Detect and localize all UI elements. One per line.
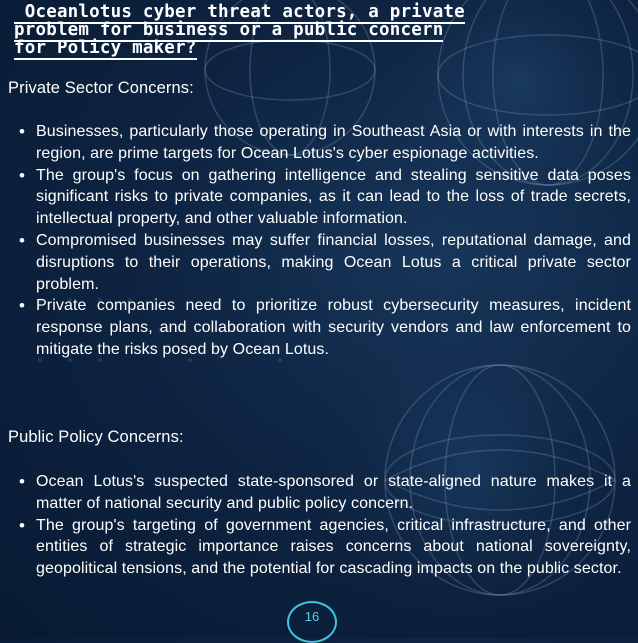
public-policy-heading: Public Policy Concerns: [8,428,184,446]
list-item: • Compromised businesses may suffer financial losses, reputational damage, and disruptions to their operations, making Ocean Lotus a critical private sector problem. [19,230,631,295]
private-sector-bullet-list [19,121,631,361]
list-item: • Businesses, particularly those operating in Southeast Asia or with interests in the region, are prime targets for Ocean Lotus's cyber espionage activities. [19,121,631,165]
title-line-1: Oceanlotus cyber threat actors, a private [14,2,465,22]
title-line-2: problem for business or a public concern [14,20,444,40]
private-sector-heading: Private Sector Concerns: [8,79,194,97]
page-title [14,3,614,57]
page-number-badge: 16 [287,601,337,643]
list-item: • The group's targeting of government agencies, critical infrastructure, and other entities of strategic importance raises concerns about national sovereignty, geopolitical tensions, and the potential for cascading impacts on the public sector. [19,515,631,580]
list-item: • Private companies need to prioritize robust cybersecurity measures, incident response plans, and collaboration with security vendors and law enforcement to mitigate the risks posed by Ocean Lotus. [19,295,631,360]
public-policy-bullet-list [19,471,631,580]
list-item: • The group's focus on gathering intelligence and stealing sensitive data poses significant risks to private companies, as it can lead to the loss of trade secrets, intellectual property, and other valuable information. [19,165,631,230]
title-line-3: for Policy maker? [14,38,197,58]
list-item: • Ocean Lotus's suspected state-sponsored or state-aligned nature makes it a matter of national security and public policy concern. [19,471,631,515]
